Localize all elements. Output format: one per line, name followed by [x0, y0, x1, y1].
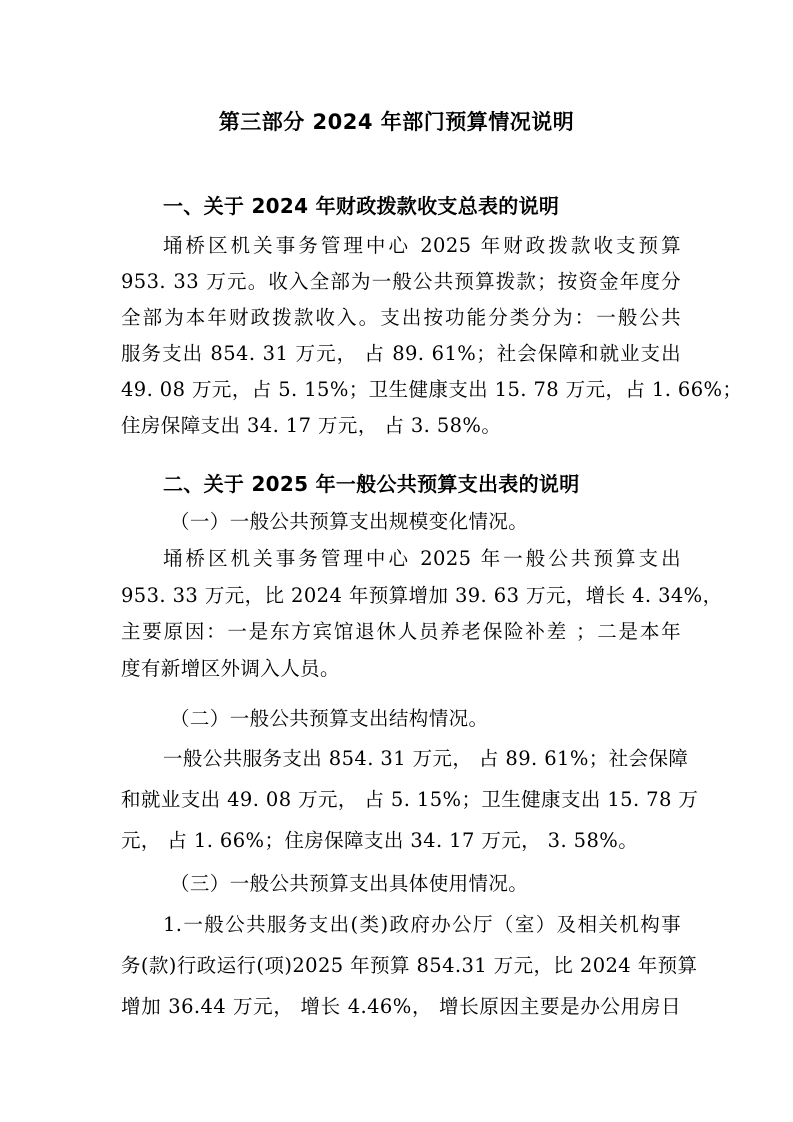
- section1-line-3: 全部为本年财政拨款收入。支出按功能分类分为：一般公共: [121, 306, 681, 329]
- section1-heading: 一、关于 2024 年财政拨款收支总表的说明: [163, 194, 560, 218]
- page-title: 第三部分 2024 年部门预算情况说明: [218, 110, 575, 134]
- section1-line-6: 住房保障支出 34. 17 万元， 占 3. 58%。: [121, 414, 502, 437]
- sub1-line-2: 953. 33 万元，比 2024 年预算增加 39. 63 万元，增长 4. 34%，: [121, 584, 723, 607]
- section1-line-4: 服务支出 854. 31 万元， 占 89. 61%；社会保障和就业支出: [121, 342, 681, 365]
- section1-line-2: 953. 33 万元。收入全部为一般公共预算拨款；按资金年度分: [121, 270, 681, 293]
- section1-line-1: 埇桥区机关事务管理中心 2025 年财政拨款收支预算: [163, 234, 681, 257]
- section1-line-5: 49. 08 万元，占 5. 15%；卫生健康支出 15. 78 万元，占 1. 66%；: [121, 378, 743, 401]
- section2-heading: 二、关于 2025 年一般公共预算支出表的说明: [163, 472, 580, 496]
- sub3-title: （三）一般公共预算支出具体使用情况。: [170, 872, 529, 895]
- sub3-line-3: 增加 36.44 万元， 增长 4.46%， 增长原因主要是办公用房日: [121, 995, 681, 1018]
- sub1-line-3: 主要原因：一是东方宾馆退休人员养老保险补差 ；二是本年: [121, 620, 681, 643]
- sub3-line-1: 1.一般公共服务支出(类)政府办公厅（室）及相关机构事: [163, 913, 681, 936]
- sub2-line-1: 一般公共服务支出 854. 31 万元， 占 89. 61%；社会保障: [163, 747, 689, 770]
- sub2-line-3: 元， 占 1. 66%；住房保障支出 34. 17 万元， 3. 58%。: [121, 829, 639, 852]
- sub1-title: （一）一般公共预算支出规模变化情况。: [170, 510, 529, 533]
- sub3-line-2: 务(款)行政运行(项)2025 年预算 854.31 万元，比 2024 年预算: [121, 954, 698, 977]
- sub2-title: （二）一般公共预算支出结构情况。: [170, 707, 489, 730]
- sub2-line-2: 和就业支出 49. 08 万元， 占 5. 15%；卫生健康支出 15. 78 万: [121, 788, 699, 811]
- sub1-line-4: 度有新增区外调入人员。: [121, 657, 340, 680]
- sub1-line-1: 埇桥区机关事务管理中心 2025 年一般公共预算支出: [163, 547, 681, 570]
